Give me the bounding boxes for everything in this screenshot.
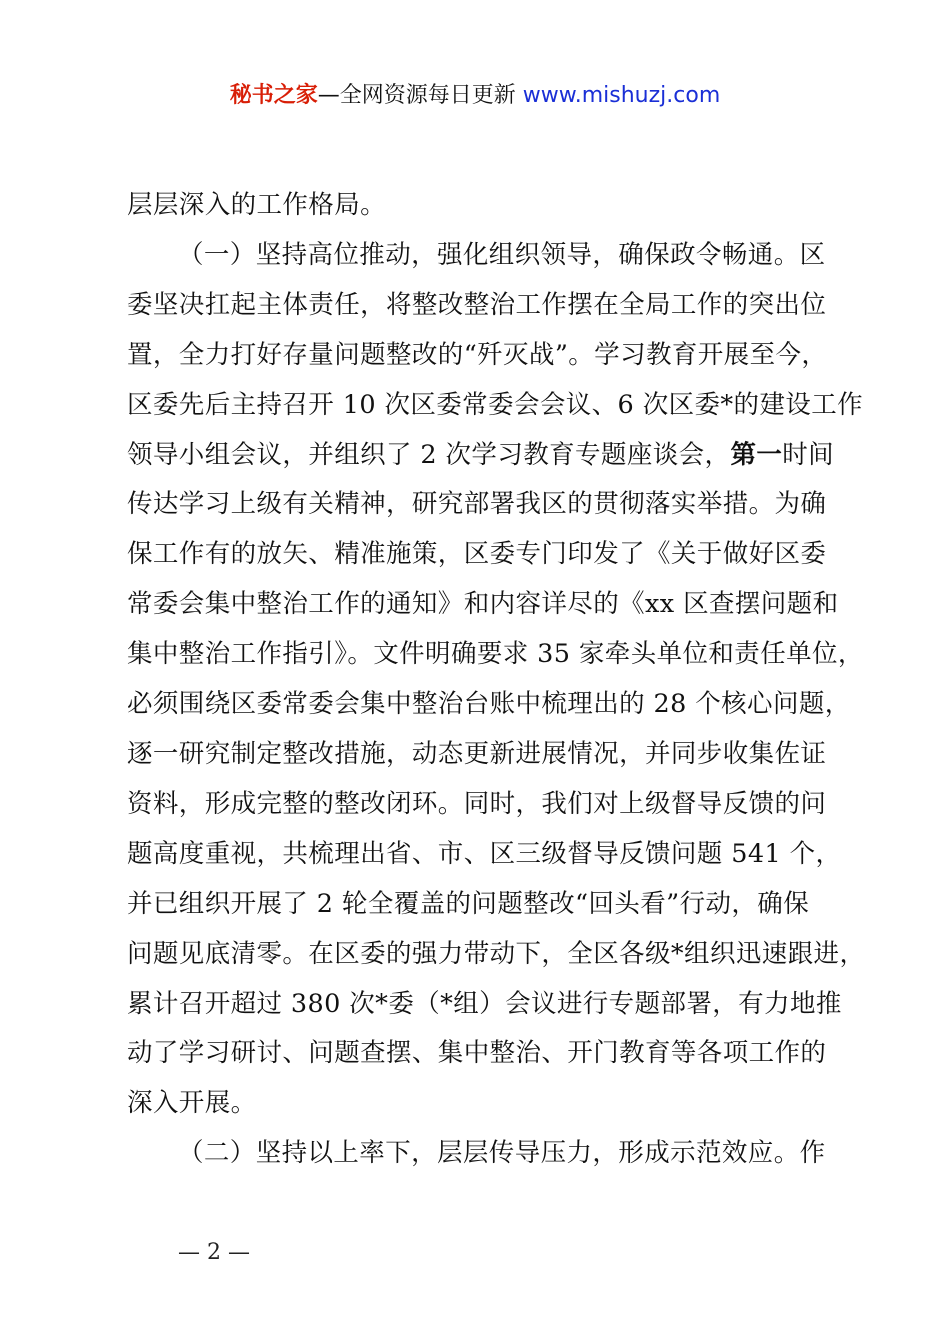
text-line: 深入开展。 [127, 1088, 257, 1119]
text-line: 问题见底清零。在区委的强力带动下，全区各级*组织迅速跟进， [127, 938, 866, 969]
text-line: 并已组织开展了 2 轮全覆盖的问题整改“回头看”行动，确保 [127, 888, 810, 919]
text-segment: 时间 [782, 439, 835, 470]
text-line: 逐一研究制定整改措施，动态更新进展情况，并同步收集佐证 [127, 738, 827, 769]
bold-text: 第一 [730, 439, 783, 470]
paragraph-section-2 [127, 1129, 855, 1179]
text-line: 传达学习上级有关精神，研究部署我区的贯彻落实举措。为确 [127, 489, 827, 520]
text-segment: 领导小组会议，并组织了 2 次学习教育专题座谈会， [127, 439, 731, 470]
paragraph-section-1 [127, 231, 866, 1129]
text-line: （二）坚持以上率下，层层传导压力，形成示范效应。作 [178, 1138, 826, 1169]
page-number: — 2 — [178, 1240, 250, 1265]
header-tagline: —全网资源每日更新 [317, 83, 516, 108]
text-line: 置，全力打好存量问题整改的“歼灭战”。学习教育开展至今， [127, 339, 828, 370]
text-line: 集中整治工作指引》。文件明确要求 35 家牵头单位和责任单位， [127, 639, 864, 670]
text-line: 题高度重视，共梳理出省、市、区三级督导反馈问题 541 个， [127, 838, 842, 869]
text-line [127, 431, 855, 481]
text-line: （一）坚持高位推动，强化组织领导，确保政令畅通。区 [178, 239, 826, 270]
site-header [0, 78, 950, 114]
paragraph-continuation [127, 181, 855, 231]
text-line: 保工作有的放矢、精准施策，区委专门印发了《关于做好区委 [127, 539, 827, 570]
text-line: 委坚决扛起主体责任，将整改整治工作摆在全局工作的突出位 [127, 289, 827, 320]
text-line: 层层深入的工作格局。 [127, 190, 387, 220]
website-link[interactable]: www.mishuzj.com [522, 83, 721, 108]
text-line: 资料，形成完整的整改闭环。同时，我们对上级督导反馈的问 [127, 788, 827, 819]
text-line: 累计召开超过 380 次*委（*组）会议进行专题部署，有力地推 [127, 988, 842, 1019]
brand-name: 秘书之家 [229, 83, 318, 108]
text-line: 常委会集中整治工作的通知》和内容详尽的《xx 区查摆问题和 [127, 589, 839, 620]
document-body [127, 181, 866, 1179]
text-line: 必须围绕区委常委会集中整治台账中梳理出的 28 个核心问题， [127, 689, 851, 720]
text-line: 动了学习研讨、问题查摆、集中整治、开门教育等各项工作的 [127, 1038, 827, 1069]
text-line: 区委先后主持召开 10 次区委常委会会议、6 次区委*的建设工作 [127, 389, 864, 420]
